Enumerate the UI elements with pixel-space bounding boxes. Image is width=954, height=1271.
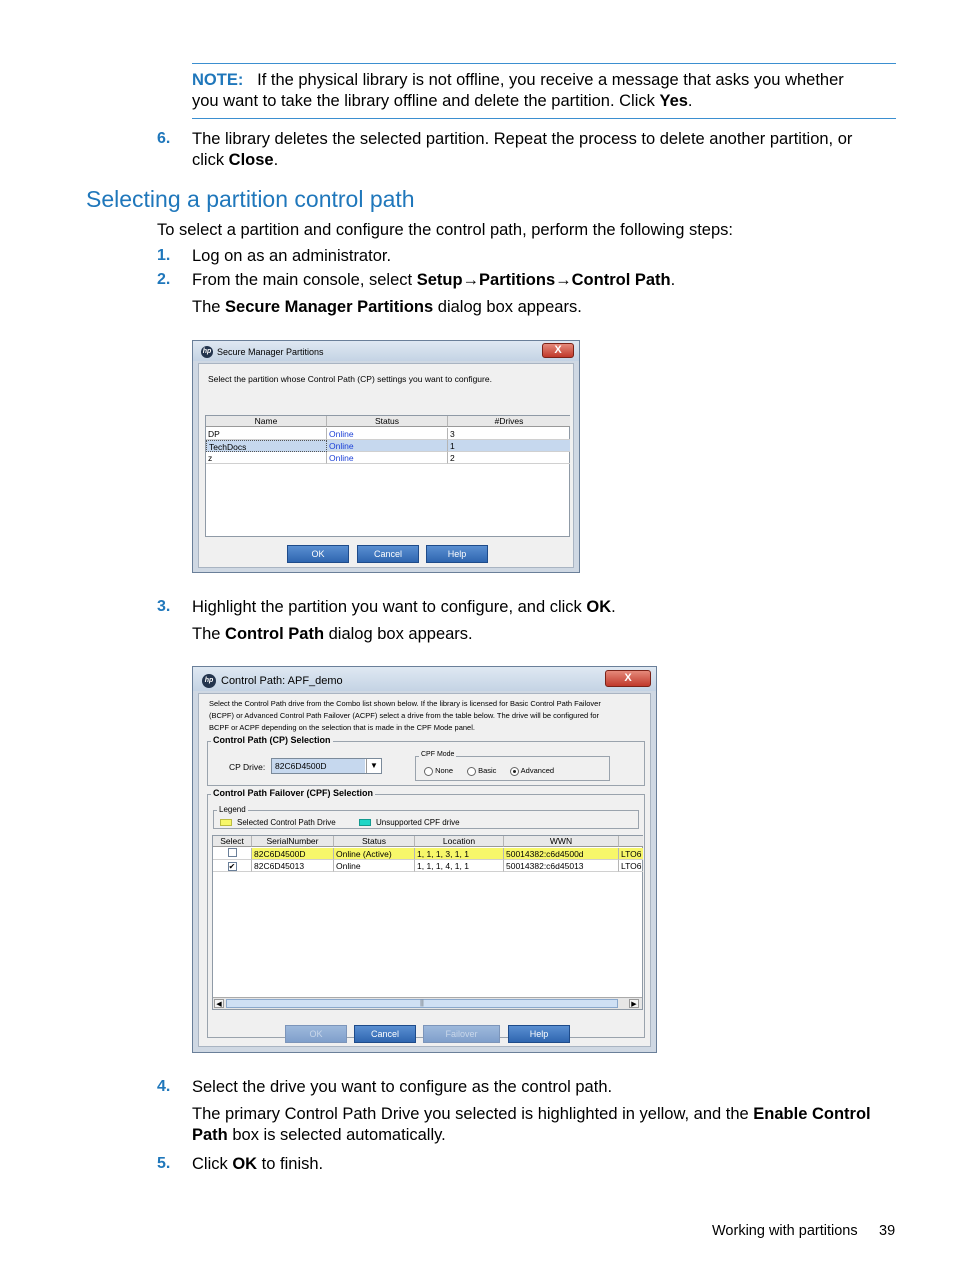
legend-unsupported-swatch [359, 819, 371, 826]
note-text-2: you want to take the library offline and delete the partition. Click [192, 92, 660, 110]
step-3-sub-post: dialog box appears. [324, 625, 473, 643]
cp-drive-label: CP Drive: [229, 762, 266, 772]
dialog1-title: Secure Manager Partitions [217, 347, 324, 357]
cell-type: LTO6 [621, 849, 642, 859]
cell-drives: 3 [448, 428, 570, 440]
cpf-mode-label: CPF Mode [421, 751, 455, 758]
step-5-text [192, 1154, 323, 1175]
page-number: 39 [879, 1223, 896, 1239]
arrow-1: → [462, 271, 480, 289]
column-header-status[interactable]: Status [334, 836, 415, 847]
select-checkbox[interactable] [228, 848, 237, 857]
note-top-rule [192, 63, 896, 64]
note-end: . [687, 92, 693, 110]
step-4-sub-line-2 [192, 1125, 446, 1146]
step-3-sub-bold: Control Path [225, 625, 325, 643]
cell-serial: 82C6D4500D [252, 848, 334, 860]
step-6-line-1: The library deletes the selected partition. Repeat the process to delete another partition, or [192, 130, 853, 148]
step-2-sub-post: dialog box appears. [433, 298, 582, 316]
dialog1-body [198, 363, 574, 568]
close-icon[interactable]: X [542, 343, 574, 358]
radio-basic-icon [467, 767, 476, 776]
radio-none-icon [424, 767, 433, 776]
step-3-subtext [192, 624, 473, 645]
step-4-number: 4. [157, 1078, 171, 1095]
cp-drive-select[interactable] [271, 758, 382, 774]
failover-button[interactable]: Failover [423, 1025, 500, 1043]
cell-wwn: 50014382:c6d45013 [504, 860, 619, 872]
step-1-number: 1. [157, 247, 171, 264]
footer-text: Working with partitions [712, 1223, 858, 1239]
note-line-2 [192, 91, 693, 112]
cell-select [213, 848, 252, 860]
step-3-end: . [611, 598, 616, 616]
legend-unsupported-label: Unsupported CPF drive [376, 818, 460, 827]
drives-table [212, 835, 643, 1010]
cancel-button[interactable]: Cancel [357, 545, 419, 563]
step-2-subtext [192, 297, 582, 318]
section-title: Selecting a partition control path [86, 186, 415, 212]
ok-button[interactable]: OK [287, 545, 349, 563]
column-header-serial[interactable]: SerialNumber [252, 836, 334, 847]
note-text-1: If the physical library is not offline, you receive a message that asks you whether [257, 71, 844, 89]
cell-type: LTO6 [621, 861, 642, 871]
radio-none-label: None [435, 766, 454, 775]
hp-logo-icon: hp [201, 346, 213, 358]
step-5-pre: Click [192, 1155, 233, 1173]
step-5-ok: OK [232, 1155, 258, 1173]
scroll-thumb[interactable] [226, 999, 618, 1008]
arrow-2: → [555, 271, 572, 289]
dialog2-body [198, 693, 651, 1047]
cell-select [213, 860, 252, 872]
select-checkbox[interactable]: ✔ [228, 862, 236, 871]
cell-drives: 1 [448, 440, 570, 452]
step-1-text: Log on as an administrator. [192, 247, 392, 265]
step-2-sub-pre: The [192, 298, 226, 316]
radio-basic[interactable] [467, 766, 496, 776]
scroll-left-icon[interactable]: ◀ [214, 999, 224, 1008]
step-3-ok: OK [586, 598, 612, 616]
hp-logo-icon: hp [202, 674, 216, 688]
step-6-line-2 [192, 150, 278, 171]
step-5-post: to finish. [257, 1155, 324, 1173]
cell-location: 1, 1, 1, 3, 1, 1 [415, 848, 504, 860]
cancel-button[interactable]: Cancel [354, 1025, 416, 1043]
step-2-text [192, 270, 675, 291]
cell-name: DP [206, 428, 327, 440]
column-header-wwn[interactable]: WWN [504, 836, 619, 847]
help-button[interactable]: Help [426, 545, 488, 563]
radio-advanced[interactable] [510, 766, 554, 776]
dialog2-desc-3: BCPF or ACPF depending on the selection that is made in the CPF Mode panel. [209, 723, 475, 732]
column-header-name[interactable]: Name [206, 416, 327, 427]
step-4-text: Select the drive you want to configure as the control path. [192, 1078, 613, 1096]
step-3-text [192, 597, 616, 618]
radio-advanced-icon [510, 767, 519, 776]
cell-serial: 82C6D45013 [252, 860, 334, 872]
partitions-table [205, 415, 570, 537]
column-header-location[interactable]: Location [415, 836, 504, 847]
cell-status: Online [327, 440, 448, 452]
note-yes: Yes [659, 92, 688, 110]
step-4-enable-control: Enable Control [753, 1105, 871, 1123]
step-4-sub-line-1 [192, 1104, 871, 1125]
cell-status: Online [327, 428, 448, 440]
legend-label: Legend [219, 805, 246, 814]
cp-selection-label: Control Path (CP) Selection [213, 735, 331, 745]
control-path-dialog [192, 666, 657, 1053]
step-2-pre: From the main console, select [192, 271, 417, 289]
menu-partitions: Partitions [479, 271, 556, 289]
cell-location: 1, 1, 1, 4, 1, 1 [415, 860, 504, 872]
radio-advanced-label: Advanced [520, 766, 555, 775]
note-label: NOTE: [192, 71, 244, 89]
cell-wwn: 50014382:c6d4500d [504, 848, 619, 860]
cell-status: Online (Active) [334, 848, 415, 860]
cpf-selection-label: Control Path Failover (CPF) Selection [213, 788, 374, 798]
step-4-sub-post: box is selected automatically. [227, 1126, 446, 1144]
column-header-drives[interactable]: #Drives [448, 416, 570, 427]
radio-basic-label: Basic [478, 766, 497, 775]
cell-status: Online [327, 452, 448, 464]
step-3-pre: Highlight the partition you want to configure, and click [192, 598, 587, 616]
legend-selected-label: Selected Control Path Drive [237, 818, 336, 827]
step-6-number: 6. [157, 130, 171, 147]
step-3-sub-pre: The [192, 625, 226, 643]
step-3-number: 3. [157, 598, 171, 615]
secure-manager-partitions-dialog [192, 340, 580, 573]
column-header-type[interactable] [619, 836, 643, 847]
intro-text: To select a partition and configure the control path, perform the following steps: [157, 221, 733, 239]
cell-drives: 2 [448, 452, 570, 464]
cp-drive-value: 82C6D4500D [272, 759, 365, 773]
dialog2-desc-2: (BCPF) or Advanced Control Path Failover (ACPF) select a drive from the table below. The drive will be configured for [209, 711, 600, 720]
column-header-select[interactable]: Select [213, 836, 252, 847]
step-2-number: 2. [157, 271, 171, 288]
step-2-sub-bold: Secure Manager Partitions [225, 298, 434, 316]
step-2-end: . [670, 271, 676, 289]
note-bottom-rule [192, 118, 896, 119]
step-6-close: Close [228, 151, 274, 169]
step-5-number: 5. [157, 1155, 171, 1172]
menu-control-path: Control Path [571, 271, 671, 289]
dialog2-titlebar [193, 667, 656, 691]
dialog1-titlebar [193, 341, 579, 361]
column-header-status[interactable]: Status [327, 416, 448, 427]
legend-selected-swatch [220, 819, 232, 826]
menu-setup: Setup [416, 271, 463, 289]
cell-status: Online [334, 860, 415, 872]
dialog1-instruction: Select the partition whose Control Path (CP) settings you want to configure. [208, 374, 492, 384]
horizontal-scrollbar[interactable] [213, 997, 642, 1009]
radio-none[interactable] [424, 766, 453, 776]
chevron-down-icon[interactable]: ▼ [366, 759, 381, 773]
close-icon[interactable]: X [605, 670, 651, 687]
cell-name: z [206, 452, 327, 464]
cell-name: TechDocs [206, 440, 327, 452]
scroll-right-icon[interactable]: ▶ [629, 999, 639, 1008]
dialog2-title: Control Path: APF_demo [221, 675, 343, 687]
scroll-grip-icon: || [420, 1000, 424, 1007]
note-line-1 [192, 70, 844, 91]
help-button[interactable]: Help [508, 1025, 570, 1043]
step-6-text: click [192, 151, 229, 169]
step-4-path: Path [192, 1126, 228, 1144]
dialog2-desc-1: Select the Control Path drive from the Combo list shown below. If the library is licensed for Basic Control Path Failover [209, 699, 601, 708]
step-4-sub-pre: The primary Control Path Drive you selected is highlighted in yellow, and the [192, 1105, 754, 1123]
ok-button[interactable]: OK [285, 1025, 347, 1043]
step-6-end: . [273, 151, 279, 169]
